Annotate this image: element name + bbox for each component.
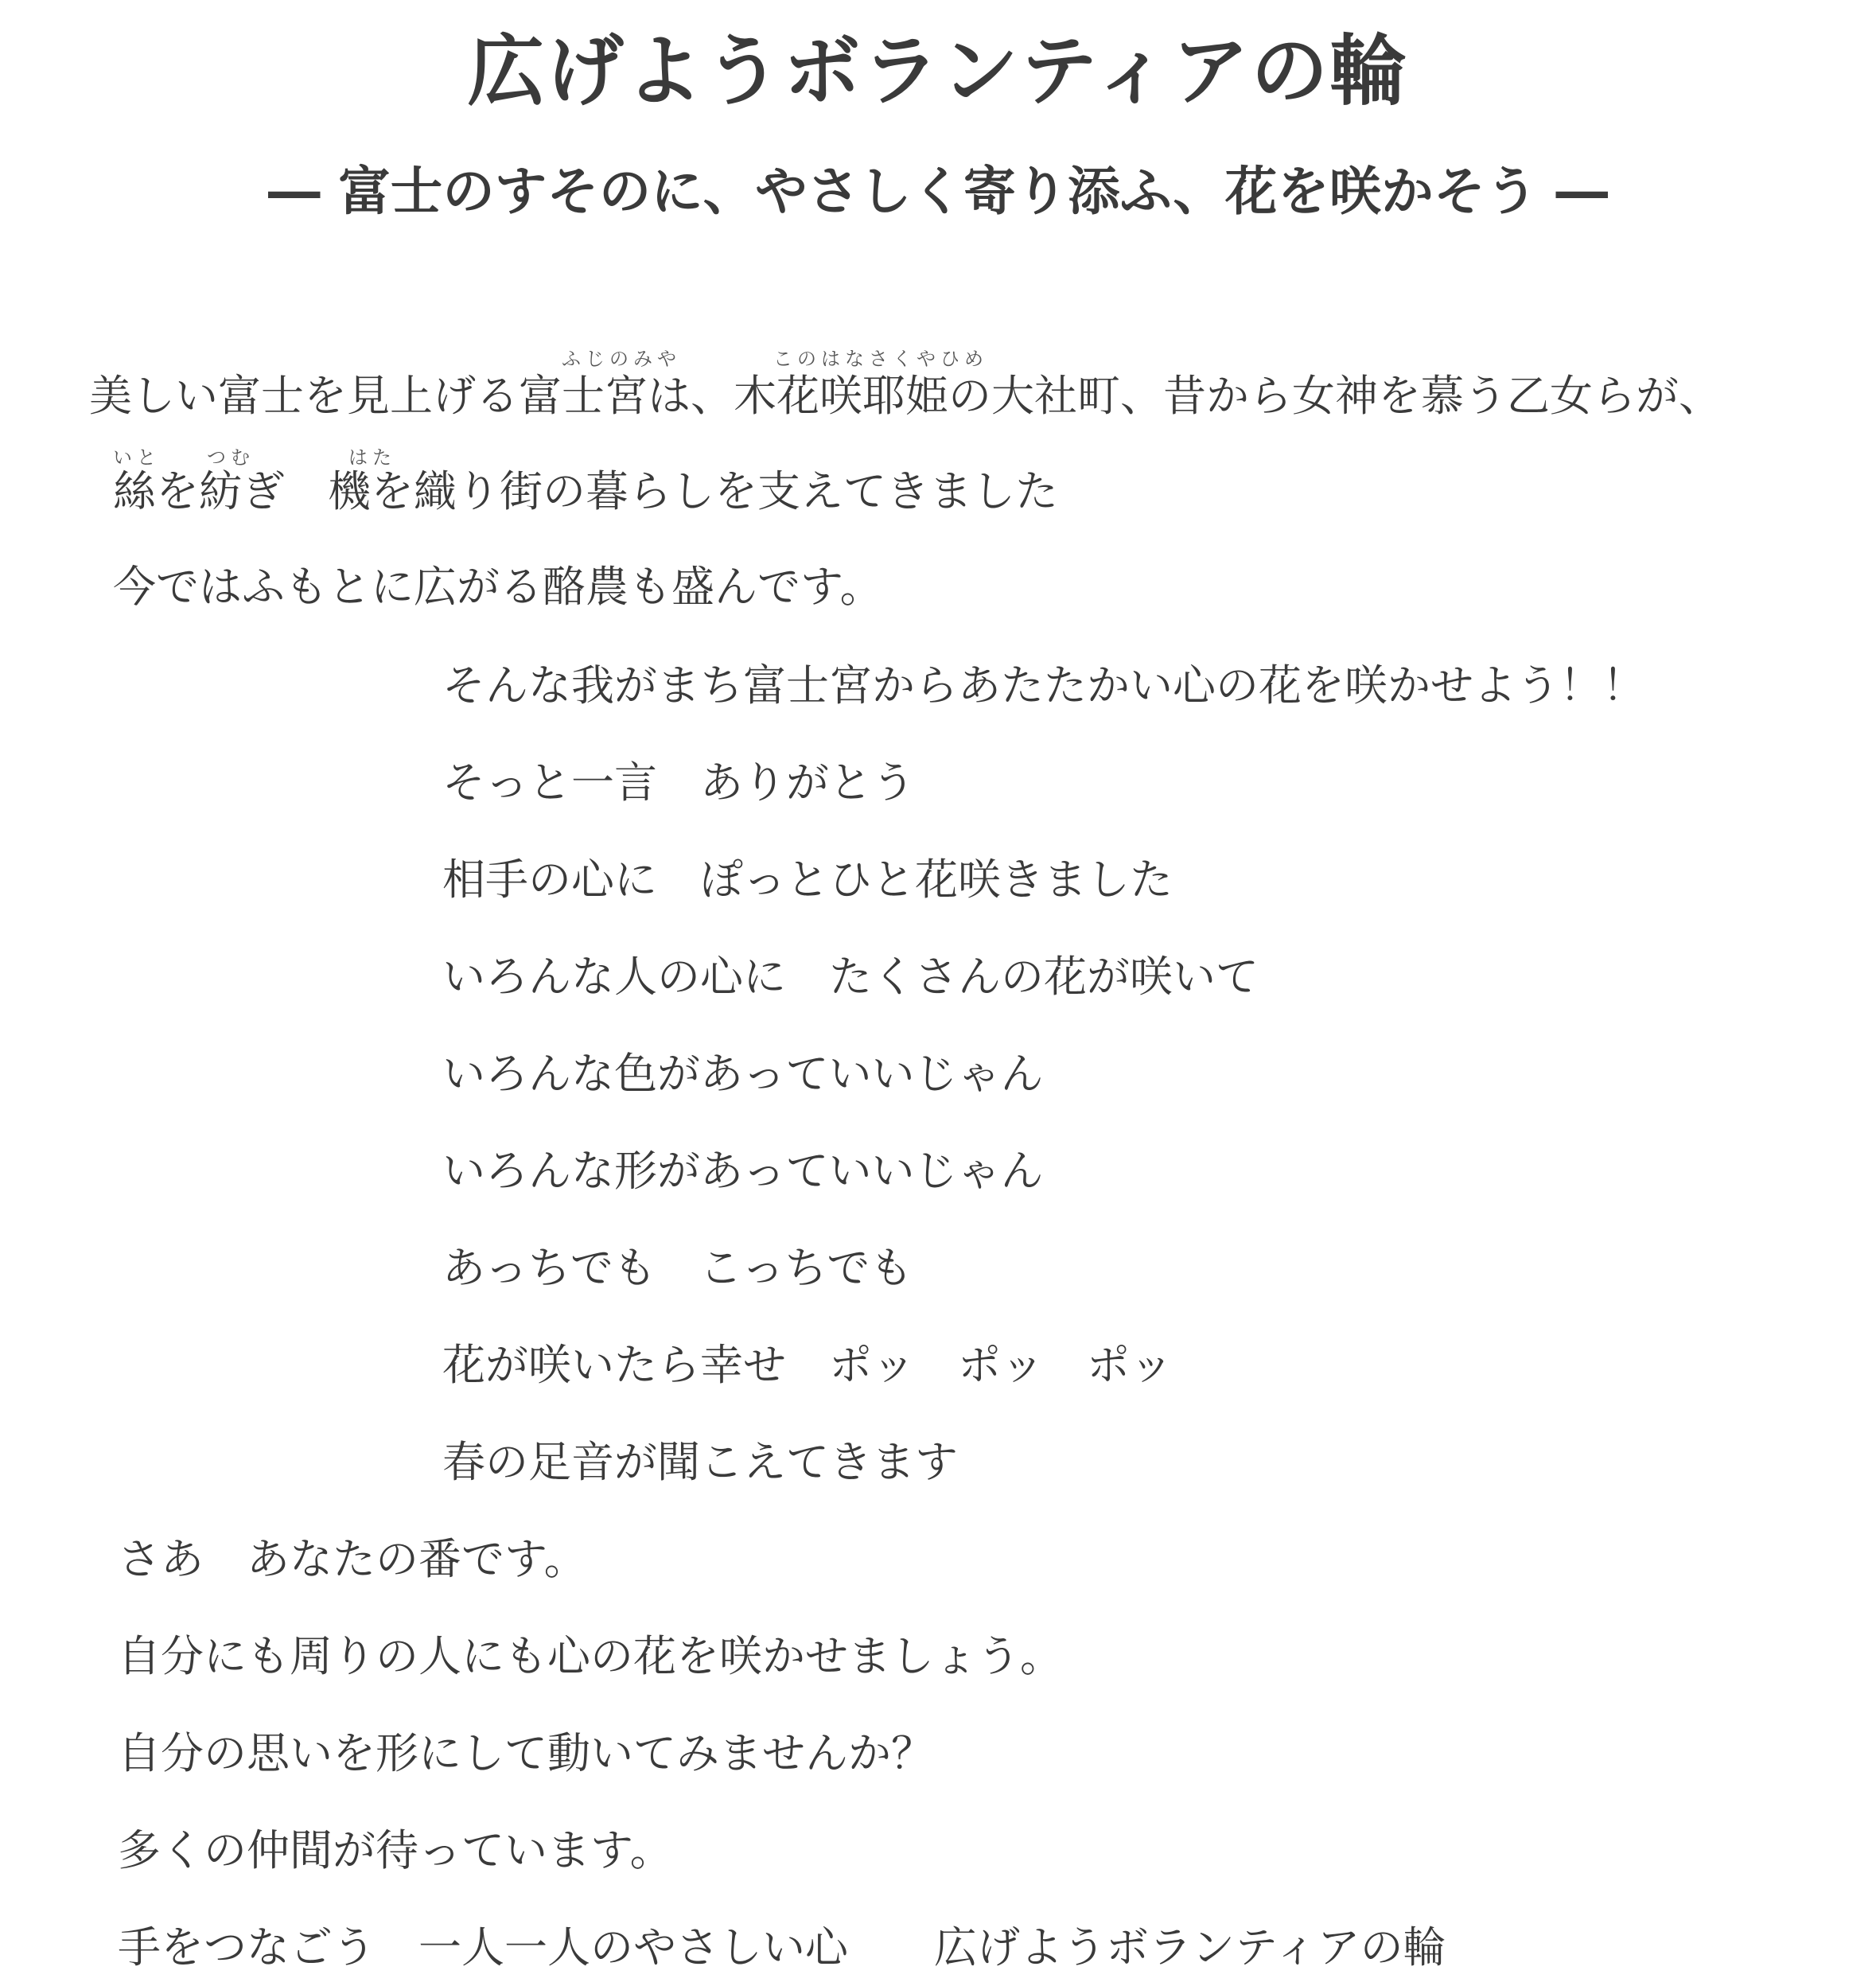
poem-line: そんな我がまち富士宮からあたたかい心の花を咲かせよう！！ <box>442 660 1645 711</box>
closing-line: 自分にも周りの人にも心の花を咲かせましょう。 <box>118 1631 1063 1681</box>
ruby-ito: いと <box>113 446 161 469</box>
poem-line: 春の足音が聞こえてきます <box>442 1437 958 1487</box>
poem-line: そっと一言 ありがとう <box>442 757 915 808</box>
poem-line: あっちでも こっちでも <box>442 1243 913 1293</box>
ruby-tsumu: つむ <box>207 446 255 469</box>
poem-line: 花が咲いたら幸せ ポッ ポッ ポッ <box>442 1340 1173 1390</box>
intro-line-2-part-a: 絲を紡ぎ <box>113 466 285 516</box>
intro-line-3: 今ではふもとに広がる酪農も盛んです。 <box>113 562 883 612</box>
poem-line: いろんな人の心に たくさんの花が咲いて <box>442 952 1259 1002</box>
intro-line-1: 美しい富士を見上げる富士宮は、木花咲耶姫の大社町、昔から女神を慕う乙女らが、 <box>89 371 1722 421</box>
poem-line: いろんな形があっていいじゃん <box>442 1146 1044 1196</box>
intro-line-2-part-b: 機を織り街の暮らしを支えてきました <box>328 466 1058 516</box>
ruby-hata: はた <box>348 446 396 469</box>
closing-line: 多くの仲間が待っています。 <box>118 1825 673 1875</box>
closing-line: さあ あなたの番です。 <box>118 1534 587 1584</box>
page-title: 広げようボランティアの輪 <box>467 26 1409 116</box>
page-subtitle: ― 富士のすそのに、やさしく寄り添ふ、花を咲かそう ― <box>267 162 1608 222</box>
closing-line: 手をつなごう 一人一人のやさしい心 広げようボランティアの輪 <box>118 1922 1446 1972</box>
ruby-konohanasakuyahime: このはなさくやひめ <box>773 348 988 370</box>
poem-line: いろんな色があっていいじゃん <box>442 1049 1044 1099</box>
intro-line-2 <box>113 460 1058 524</box>
closing-line: 自分の思いを形にして動いてみませんか？ <box>118 1728 934 1778</box>
ruby-fujinomiya: ふじのみや <box>562 348 681 370</box>
poem-line: 相手の心に ぽっとひと花咲きました <box>442 855 1173 905</box>
